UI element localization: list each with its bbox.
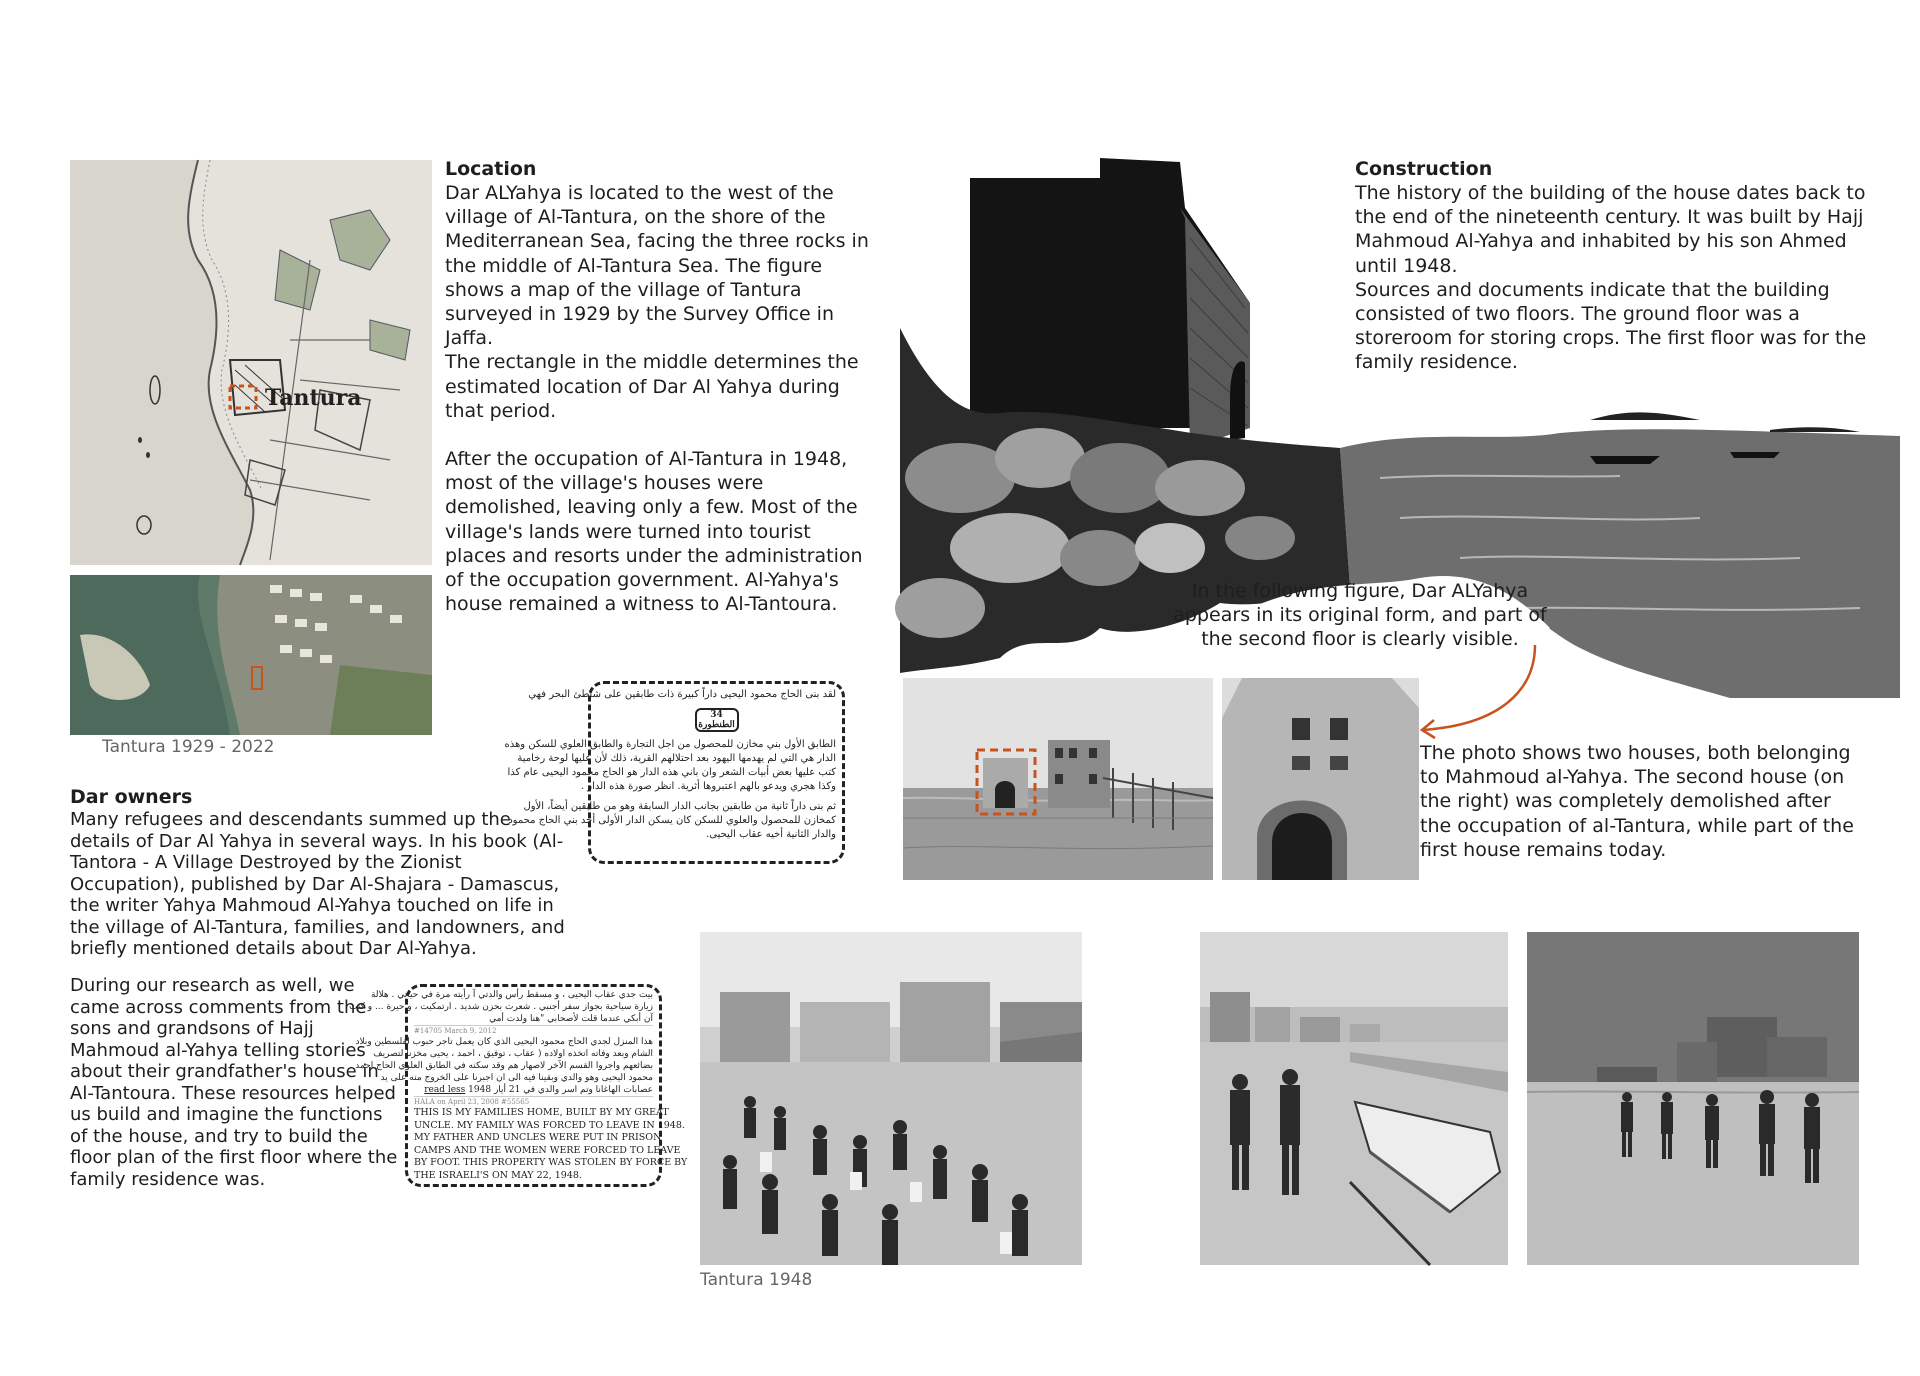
arrow-to-zoom (1410, 640, 1550, 740)
map-1929 (70, 160, 432, 565)
owners-section (70, 785, 575, 960)
map-village-label: Tantura (265, 385, 362, 411)
location-para-2: The rectangle in the middle determines the estimated location of Dar Al Yahya during that period. (445, 351, 859, 422)
tantura-1948-crowd-photo (700, 932, 1082, 1265)
comment-mid-3: محمود اليحيى وهو والدي وبقينا فيه الى ان اجبرنا على الخروج منه على يد (380, 1073, 653, 1083)
construction-section (1355, 157, 1875, 375)
comment-top-0: بيت جدي عقاب اليحيى ، و مسقط رأس والدتي آ رأيته مرة في حياتي . هلالة (370, 990, 653, 1000)
owners-heading: Dar owners (70, 786, 193, 808)
comment-mid-4 (414, 1084, 653, 1096)
book-line-3: كتب عليها بعض أبيات الشعر وان باني هذه الدار هو الحاج محمود اليحيى عام كذا (507, 767, 836, 778)
comment-mid-4-text: عصابات الهاغانا وتم اسر والدي في 21 أيار 1948 (468, 1085, 653, 1095)
location-section (445, 157, 875, 616)
construction-para-2: Sources and documents indicate that the building consisted of two floors. The ground floor was a storeroom for storing crops. The first floor was for the family residence. (1355, 278, 1867, 374)
comment-en-3: CAMPS AND THE WOMEN WERE FORCED TO LEAVE (414, 1144, 681, 1156)
comment-mid-2: بضائعهم واجروا القسم الآخر لاصهار هم وقد سكنه في الطابق العلوي الحاج احمد (355, 1061, 653, 1071)
owners-para-1: Many refugees and descendants summed up the details of Dar Al Yahya in several ways. In his book (Al-Tantora - A Village Destroyed by the Zionist Occupation), published by Dar Al-Shajara - Damascus, the writer Yahya Mahmoud Al-Yahya touched on life in the village of Al-Tantura, families, and landowners, and briefly mentioned details about Dar Al-Yahya. (70, 809, 565, 959)
comment-meta-1: #14705 March 9, 2012 (414, 1025, 653, 1036)
comment-meta-2: HALA on April 23, 2008 #55565 (414, 1096, 653, 1107)
tantura-1948-soldiers-photo (1527, 932, 1859, 1265)
satellite-2022 (70, 575, 432, 735)
book-line-4: وكذا هجري ويدعو بالهم اعتبروها أثرية. انظر صورة هذه الدار . (580, 781, 836, 792)
comment-mid-1: الشام وبعد وفاته اتخذه اولاده ( عقاب ، توفيق ، احمد ، يحيى مخزنا لتصريف (373, 1049, 653, 1059)
book-line-7: والدار الثانية أخيه عقاب اليحيى. (706, 829, 836, 840)
read-less-link[interactable]: read less (424, 1085, 466, 1095)
construction-heading: Construction (1355, 158, 1493, 180)
book-excerpt-clipping (504, 681, 845, 864)
construction-para-1: The history of the building of the house dates back to the end of the nineteenth century. It was built by Hajj Mahmoud Al-Yahya and inhabited by his son Ahmed until 1948. (1355, 182, 1866, 277)
tantura-1948-boat-photo (1200, 932, 1508, 1265)
map-caption: Tantura 1929 - 2022 (102, 737, 275, 757)
photo-note: The photo shows two houses, both belonging to Mahmoud al-Yahya. The second house (on the right) was completely demolished after the occupation of al-Tantura, while part of the first house remains today. (1420, 742, 1854, 861)
comment-top-1: زيارة سياحية بجواز سفر أجنبي . شعرت بحزن شديد . ارتمكيت ، و حيرة ... و كنت (349, 1002, 653, 1012)
comment-mid-0: هذا المنزل لجدي الحاج محمود اليحيى الذي كان يعمل تاجر حبوب لفلسطين وبلاد (355, 1037, 653, 1047)
comment-en-1: UNCLE. MY FAMILY WAS FORCED TO LEAVE IN 1948. (414, 1119, 685, 1131)
book-line-1: الطابق الأول بني مخازن للمحصول من اجل التجارة والطابق العلوي للسكن وهذه (504, 739, 836, 750)
comments-clipping (349, 984, 688, 1187)
book-line-0: لقد بنى الحاج محمود اليحيى داراً كبيرة ذات طابقين على شاطئ البحر فهي (528, 689, 836, 700)
book-badge (695, 708, 739, 732)
comment-en-0: THIS IS MY FAMILIES HOME, BUILT BY MY GREAT (414, 1107, 669, 1118)
comment-top-2: آن أبكي عندما قلت لأصحابي "هنا ولدت أمي (489, 1014, 653, 1024)
location-heading: Location (445, 158, 537, 180)
book-badge-word: الطنطورة (698, 720, 735, 730)
figure-note: In the following figure, Dar ALYahya appears in its original form, and part of the second floor is clearly visible. (1173, 580, 1547, 650)
book-line-2: الدار هي التي لم يهدمها اليهود بعد احتلالهم القرية، ذلك لأن عليها لوحة رخامية (517, 753, 836, 764)
comment-en-2: MY FATHER AND UNCLES WERE PUT IN PRISON (414, 1132, 662, 1143)
caption-1948: Tantura 1948 (700, 1270, 813, 1290)
book-line-6: كمخازن للمحصول والعلوي للسكن كان يسكن الدار الأولى أحد بني الحاج محمود (508, 815, 836, 826)
two-houses-photo (903, 678, 1213, 880)
owners-para-2: During our research as well, we came across comments from the sons and grandsons of Hajj Mahmoud al-Yahya telling stories about their grandfather's house in Al-Tantoura. These resources helped us build and imagine the functions of the house, and try to build the floor plan of the first floor where the family residence was. (70, 975, 398, 1190)
book-badge-number: 34 (710, 710, 723, 720)
house-zoom-detail (1222, 678, 1419, 880)
comment-en-5: THE ISRAELI'S ON MAY 22, 1948. (414, 1169, 582, 1181)
book-line-5: ثم بنى داراً ثانية من طابقين بجانب الدار السابقة وهو من طابقين أيضاً، الأول (523, 801, 836, 812)
location-para-3: After the occupation of Al-Tantura in 1948, most of the village's houses were demolished, leaving only a few. Most of the village's lands were turned into tourist places and resorts under the administration of the occupation government. Al-Yahya's house remained a witness to Al-Tantoura. (445, 448, 863, 616)
comment-en-4: BY FOOT. THIS PROPERTY WAS STOLEN BY FORCE BY (414, 1157, 688, 1168)
location-para-1: Dar ALYahya is located to the west of the village of Al-Tantura, on the shore of the Mediterranean Sea, facing the three rocks in the middle of Al-Tantura Sea. The figure shows a map of the village of Tantura surveyed in 1929 by the Survey Office in Jaffa. (445, 182, 869, 350)
